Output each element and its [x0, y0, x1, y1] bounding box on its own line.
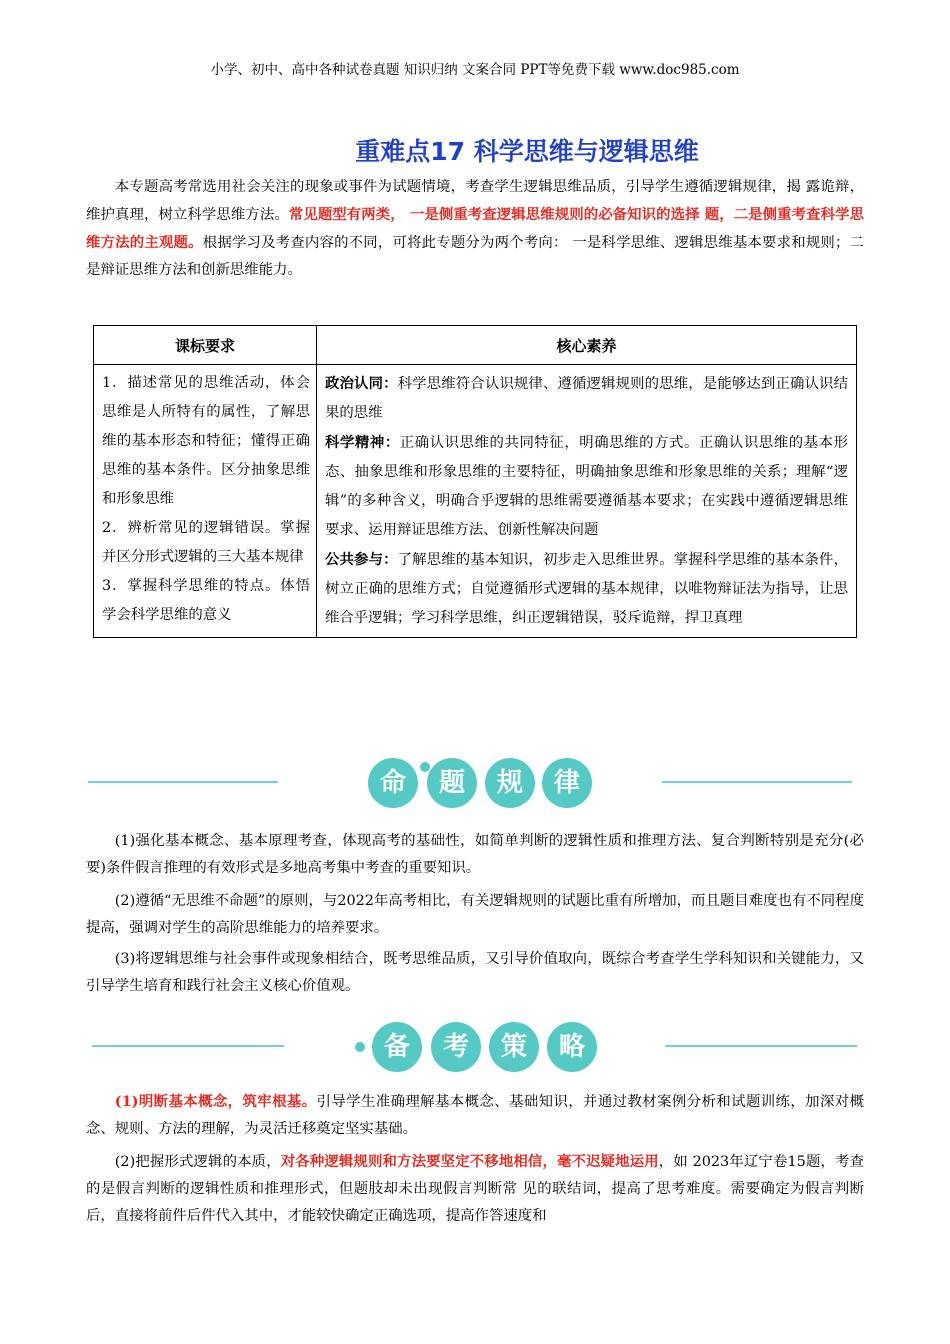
strategy-highlight: (1)明断基本概念，筑牢根基。 [114, 1093, 317, 1110]
literacy-item [325, 428, 848, 545]
strategy-item-2 [86, 1148, 864, 1230]
standard-item: 3．掌握科学思维的特点。体悟学会科学思维的意义 [102, 578, 310, 623]
banner-rule-left [88, 781, 278, 783]
strategy-item-1 [86, 1088, 864, 1143]
banner-char: 考 [431, 1022, 481, 1072]
literacy-cell [317, 365, 857, 638]
table-header-literacy: 核心素养 [317, 326, 857, 365]
banner-dot [355, 1042, 365, 1052]
standards-cell [94, 365, 317, 638]
pattern-item-3: (3)将逻辑思维与社会事件或现象相结合，既考思维品质，又引导价值取向，既综合考查学生学科知识和关键能力，又引导学生培育和践行社会主义核心价值观。 [86, 951, 864, 994]
intro-paragraph [86, 174, 864, 284]
standard-item: 2．辨析常见的逻辑错误。掌握并区分形式逻辑的三大基本规律 [102, 520, 310, 565]
banner-rule-right [662, 781, 852, 783]
intro-highlight: 常见题型有两类， 一是侧重考查逻辑思维规则的必备知识的选择 题，二是侧重考查科学思维方法的主观题。 [86, 206, 864, 251]
banner-char: 律 [542, 758, 592, 808]
pattern-item-2: (2)遵循“无思维不命题”的原则，与2022年高考相比，有关逻辑规则的试题比重有所增加，而且题目难度也有不同程度提高，强调对学生的高阶思维能力的培养要求。 [86, 893, 864, 936]
strategy-highlight: 对各种逻辑规则和方法要坚定不移地相信，毫不迟疑地运用 [280, 1153, 659, 1170]
curriculum-table [93, 325, 857, 638]
intro-text: 本专题高考常选用社会关注的现象或事件为试题情境，考查学生逻辑思维品质，引导学生遵循逻辑规律，揭 露诡辩，维护真理，树立科学思维方法。 [86, 179, 864, 223]
literacy-item [325, 369, 848, 428]
banner-rule-left [92, 1045, 284, 1047]
literacy-label: 政治认同： [325, 375, 398, 392]
section-banner-patterns [0, 750, 950, 814]
page-header: 小学、初中、高中各种试卷真题 知识归纳 文案合同 PPT等免费下载 www.doc985.com [210, 62, 740, 78]
literacy-label: 公共参与： [325, 551, 398, 568]
banner-char: 策 [489, 1022, 539, 1072]
banner-dot [420, 762, 430, 772]
strategy-text: 引导学生准确理解基本概念、基础知识，并通过教材案例分析和试题训练，加深对概念、规则、方法的理解，为灵活迁移奠定坚实基础。 [86, 1094, 864, 1137]
strategy-tail: ，如 2023年辽宁卷15题，考查的是假言判断的逻辑性质和推理形式，但题肢却未出现假言判断常 见的联结词，提高了思考难度。需要确定为假言判断后，直接将前件后件代入其中，才能较快确定正确选项，提高作答速度和 [86, 1154, 864, 1224]
standard-item: 1．描述常见的思维活动，体会思维是人所特有的属性，了解思维的基本形态和特征；懂得正确思维的基本条件。区分抽象思维和形象思维 [102, 375, 310, 507]
banner-rule-right [665, 1045, 857, 1047]
banner-char: 命 [368, 758, 418, 808]
section-banner-strategy [0, 1014, 950, 1078]
table-header-standards: 课标要求 [94, 326, 317, 365]
banner-char: 略 [547, 1022, 597, 1072]
pattern-item-1: (1)强化基本概念、基本原理考查，体现高考的基础性，如简单判断的逻辑性质和推理方法、复合判断特别是充分(必要)条件假言推理的有效形式是多地高考集中考查的重要知识。 [86, 833, 864, 876]
literacy-item [325, 545, 848, 633]
intro-tail: 根据学习及考查内容的不同，可将此专题分为两个考向： 一是科学思维、逻辑思维基本要求和规则；二是辩证思维方法和创新思维能力。 [86, 235, 864, 278]
literacy-text: 科学思维符合认识规律、遵循逻辑规则的思维，是能够达到正确认识结果的思维 [325, 376, 848, 421]
document-title: 重难点17 科学思维与逻辑思维 [355, 137, 699, 166]
banner-char: 备 [372, 1022, 422, 1072]
literacy-text: 了解思维的基本知识，初步走入思维世界。掌握科学思维的基本条件，树立正确的思维方式；自觉遵循形式逻辑的基本规律，以唯物辩证法为指导，让思维合乎逻辑；学习科学思维，纠正逻辑错误，驳斥诡辩，捍卫真理 [325, 552, 848, 626]
literacy-label: 科学精神： [325, 434, 400, 451]
strategy-head: (2)把握形式逻辑的本质， [114, 1154, 281, 1170]
banner-char: 规 [485, 758, 535, 808]
banner-char: 题 [427, 758, 477, 808]
literacy-text: 正确认识思维的共同特征，明确思维的方式。正确认识思维的基本形态、抽象思维和形象思维的主要特征，明确抽象思维和形象思维的关系；理解“逻辑”的多种含义，明确合乎逻辑的思维需要遵循基本要求；在实践中遵循逻辑思维要求、运用辩证思维方法、创新性解决问题 [325, 435, 848, 538]
